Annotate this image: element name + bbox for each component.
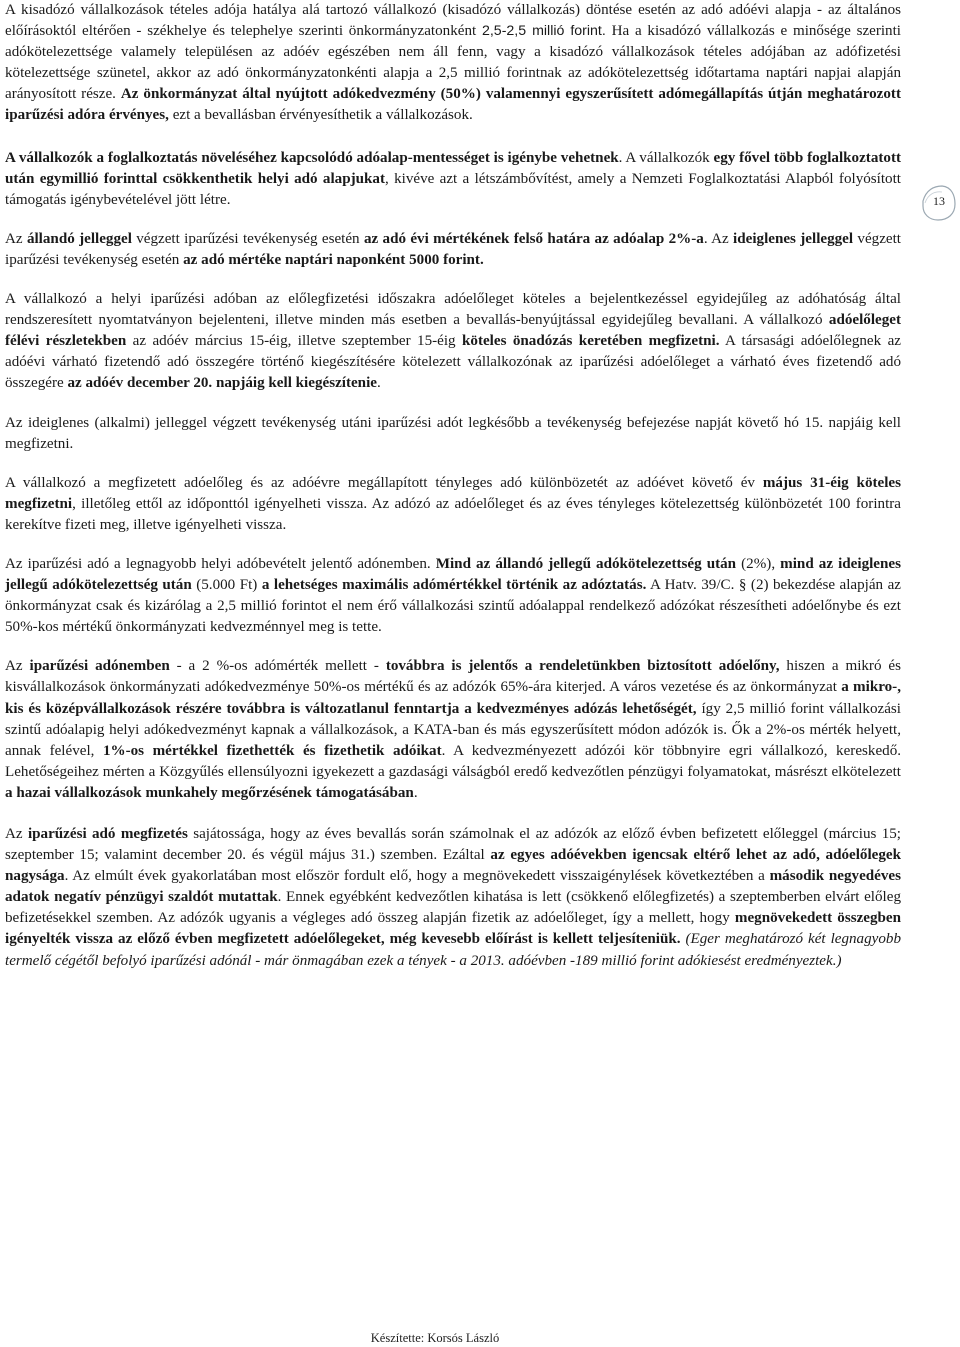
bold-text: a hazai vállalkozások munkahely megőrzésének támogatásában <box>5 784 414 801</box>
text-run: 2,5-2,5 millió forint. <box>481 23 606 40</box>
bold-text: 1%-os mértékkel fizethették és fizethetik adóikat <box>102 742 442 759</box>
bold-text: Az önkormányzat által nyújtott adókedvezmény (50%) valamennyi egyszerűsített adómegállapítás útján meghatározott iparűzési adóra érvényes, <box>5 86 901 124</box>
bold-text: egy fővel több foglalkoztatott után egymillió forinttal csökkenthetik helyi adó alapjukat <box>5 149 901 187</box>
text-run: végzett iparűzési tevékenység esetén <box>131 230 364 247</box>
text-run: . Ennek egyébként kedvezőtlen kihatása is lett (csökkenő előlegfizetés) a szeptemberben elvárt előleg befizetésekkel szemben. Az adózók ugyanis a végleges adó összeg alapján fizetik az adóelőleget, így a mellett, hogy <box>5 889 901 927</box>
text-run: A Hatv. 39/C. § (2) bekezdése alapján az önkormányzat csak és kizárólag a 2,5 millió forintot el nem érő vállalkozási szintű adóalappal rendelkező adózókat részesítheti adóelőnybe és ezt 50%-kos mértékű önkormányzati kedvezménnyel meg is tette. <box>5 577 901 636</box>
text-run: (2%), <box>736 555 781 572</box>
paragraph-2 <box>5 148 901 211</box>
bold-text: második negyedéves adatok negatív pénzügyi szaldót mutattak <box>5 868 901 906</box>
bold-text: köteles önadózás keretében megfizetni. <box>462 333 720 350</box>
paragraph-1 <box>5 0 901 127</box>
text-run: . A kedvezményezett adózói kör többnyire egri vállalkozó, kereskedő. Lehetőségeihez mérten a Közgyűlés ellensúlyozni igyekezett a gazdasági válságból eredő kedvezőtlen pénzügyi folyamatokat, másrészt elkötelezett <box>5 742 902 780</box>
text-run: így 2,5 millió forint vállalkozási szintű adóalapig helyi adókedvezményt kapnak a vállalkozások, a KATA-ban és más egyszerűsített módon adózók is. Ők a 2%-os mérték helyett, annak felével, <box>5 700 901 759</box>
text-run: hiszen a mikró és kisvállalkozások önkormányzati adókedvezménye 50%-os mértékű és az adózók 65%-ára kiterjed. A város vezetése és az önkormányzat <box>5 658 901 696</box>
text-run: . Az <box>703 230 734 247</box>
bold-text: ideiglenes jelleggel <box>733 230 854 247</box>
bold-text: állandó jelleggel <box>26 230 132 247</box>
bold-text: A vállalkozók a foglalkoztatás növeléséhez kapcsolódó adóalap-mentességet is igénybe vehetnek <box>5 149 619 166</box>
bold-text: adóelőleget félévi részletekben <box>5 312 901 350</box>
paragraph-4 <box>5 289 901 394</box>
text-run: A vállalkozó a helyi iparűzési adóban az előlegfizetési időszakra adóelőleget köteles a bejelentkezéssel egyidejűleg az adóhatóság által rendszeresített nyomtatványon bejelenteni, illetve minden más esetben a bevallás-benyújtással egyidejűleg bevallani. A vállalkozó <box>5 291 901 329</box>
bold-text: iparűzési adó megfizetés <box>27 826 188 842</box>
footer-author: Készítette: Korsós László <box>370 1331 500 1345</box>
bold-text: megnövekedett összegben igényelték vissza az előző évben megfizetett adóelőlegeket, még kevesebb előírást is kellett teljesíteniük. <box>5 910 902 948</box>
text-run: . <box>376 375 381 392</box>
paragraph-9 <box>5 824 901 972</box>
text-run: Ha a kisadózó vállalkozás e minősége szerinti adókötelezettsége valamely településen az adóév egészében nem áll fenn, vagy a kisadózó vállalkozások tételes adójában az adófizetési kötelezettsége szünetel, akkor az adó önkormányzatonkénti alapja a 2,5 millió forintnak az adókötelezettség időtartama naptári napjai alapján arányosított része. <box>5 23 901 103</box>
bold-text: iparűzési adónemben <box>29 658 170 675</box>
text-run: végzett iparűzési tevékenység esetén <box>5 230 901 268</box>
paragraph-7 <box>5 554 901 638</box>
page-number-badge <box>922 185 956 221</box>
text-run: - a 2 %-os adómérték mellett - <box>169 658 386 675</box>
paragraph-3 <box>5 229 901 271</box>
text-run: Az <box>5 230 27 247</box>
bold-text: május 31-éig köteles megfizetni <box>5 474 901 512</box>
document-body <box>5 0 901 990</box>
text-run: Az <box>5 826 28 842</box>
bold-text: az adó mértéke naptári naponként 5000 forint. <box>183 251 484 268</box>
text-run: A vállalkozó a megfizetett adóelőleg és az adóévre megállapított tényleges adó különbözetét az adóévet követő év <box>5 474 763 491</box>
page-number: 13 <box>933 194 945 208</box>
text-run: az adóév március 15-éig, illetve szeptember 15-éig <box>126 333 463 350</box>
text-run: , kivéve azt a létszámbővítést, amely a Nemzeti Foglalkoztatási Alapból folyósított támogatás igénybevételével jött létre. <box>5 170 901 208</box>
text-run: . A vállalkozók <box>618 149 714 166</box>
text-run: Az iparűzési adó a legnagyobb helyi adóbevételt jelentő adónemben. <box>5 555 436 572</box>
bold-text: az adó évi mértékének felső határa az adóalap 2%-a <box>363 230 704 247</box>
text-run: A kisadózó vállalkozások tételes adója hatálya alá tartozó vállalkozó (kisadózó vállalkozás) döntése esetén az adó adóévi alapja - az általános előírásoktól eltérően - székhelye és telephelye szerinti önkormányzatonként <box>5 2 901 40</box>
paragraph-5 <box>5 413 901 455</box>
text-run: Az <box>5 658 30 675</box>
paragraph-8 <box>5 656 901 804</box>
text-run: Az ideiglenes (alkalmi) jelleggel végzett tevékenység utáni iparűzési adót legkésőbb a tevékenység befejezése napját követő hó 15. napjáig kell megfizetni. <box>5 414 901 452</box>
bold-text: mind az ideiglenes jellegű adókötelezettség után <box>5 555 901 594</box>
text-run: , illetőleg ettől az időponttól igényelheti vissza. Az adózó az adóelőleget és az éves tényleges kötelezettség különbözetét 100 forintra kerekítve fizeti meg, illetve igényelheti vissza. <box>5 495 901 533</box>
text-run: . <box>413 784 418 801</box>
text-run: sajátossága, hogy az éves bevallás során számolnak el az adózók az előző évben befizetett előleggel (március 15; szeptember 15; valamint december 20. és végül május 31.) szemben. Ezáltal <box>5 826 901 864</box>
paragraph-6 <box>5 473 901 536</box>
text-run: ezt a bevallásban érvényesíthetik a vállalkozások. <box>168 107 473 124</box>
text-run: A társasági adóelőlegnek az adóévi várható fizetendő adó összegére történő kiegészítésére kötelezett vállalkozónak az iparűzési adóelőleget a várható éves fizetendő adó összegére <box>5 333 901 392</box>
bold-text: továbbra is jelentős a rendeletünkben biztosított adóelőny, <box>385 658 780 675</box>
bold-text: az adóév december 20. napjáig kell kiegészítenie <box>67 375 377 392</box>
bold-text: Mind az állandó jellegű adókötelezettség után <box>435 555 737 572</box>
italic-text: (Eger meghatározó két legnagyobb termelő cégétől befolyó iparűzési adónál - már önmagában ezek a tények - a 2013. adóévben -189 millió forint adókiesést eredményeztek.) <box>5 931 901 969</box>
bold-text: az egyes adóévekben igencsak eltérő lehet az adó, adóelőlegek nagysága <box>5 847 901 885</box>
text-run: . Az elmúlt évek gyakorlatában most először fordult elő, hogy a megnövekedett visszaigénylések következtében a <box>64 868 770 885</box>
bold-text: a lehetséges maximális adómértékkel történik az adóztatás. <box>261 577 647 594</box>
bold-text: a mikro-, kis és középvállalkozások részére továbbra is változatlanul fenntartja a kedvezményes adózás lehetőségét, <box>5 679 901 717</box>
text-run: (5.000 Ft) <box>191 577 262 594</box>
